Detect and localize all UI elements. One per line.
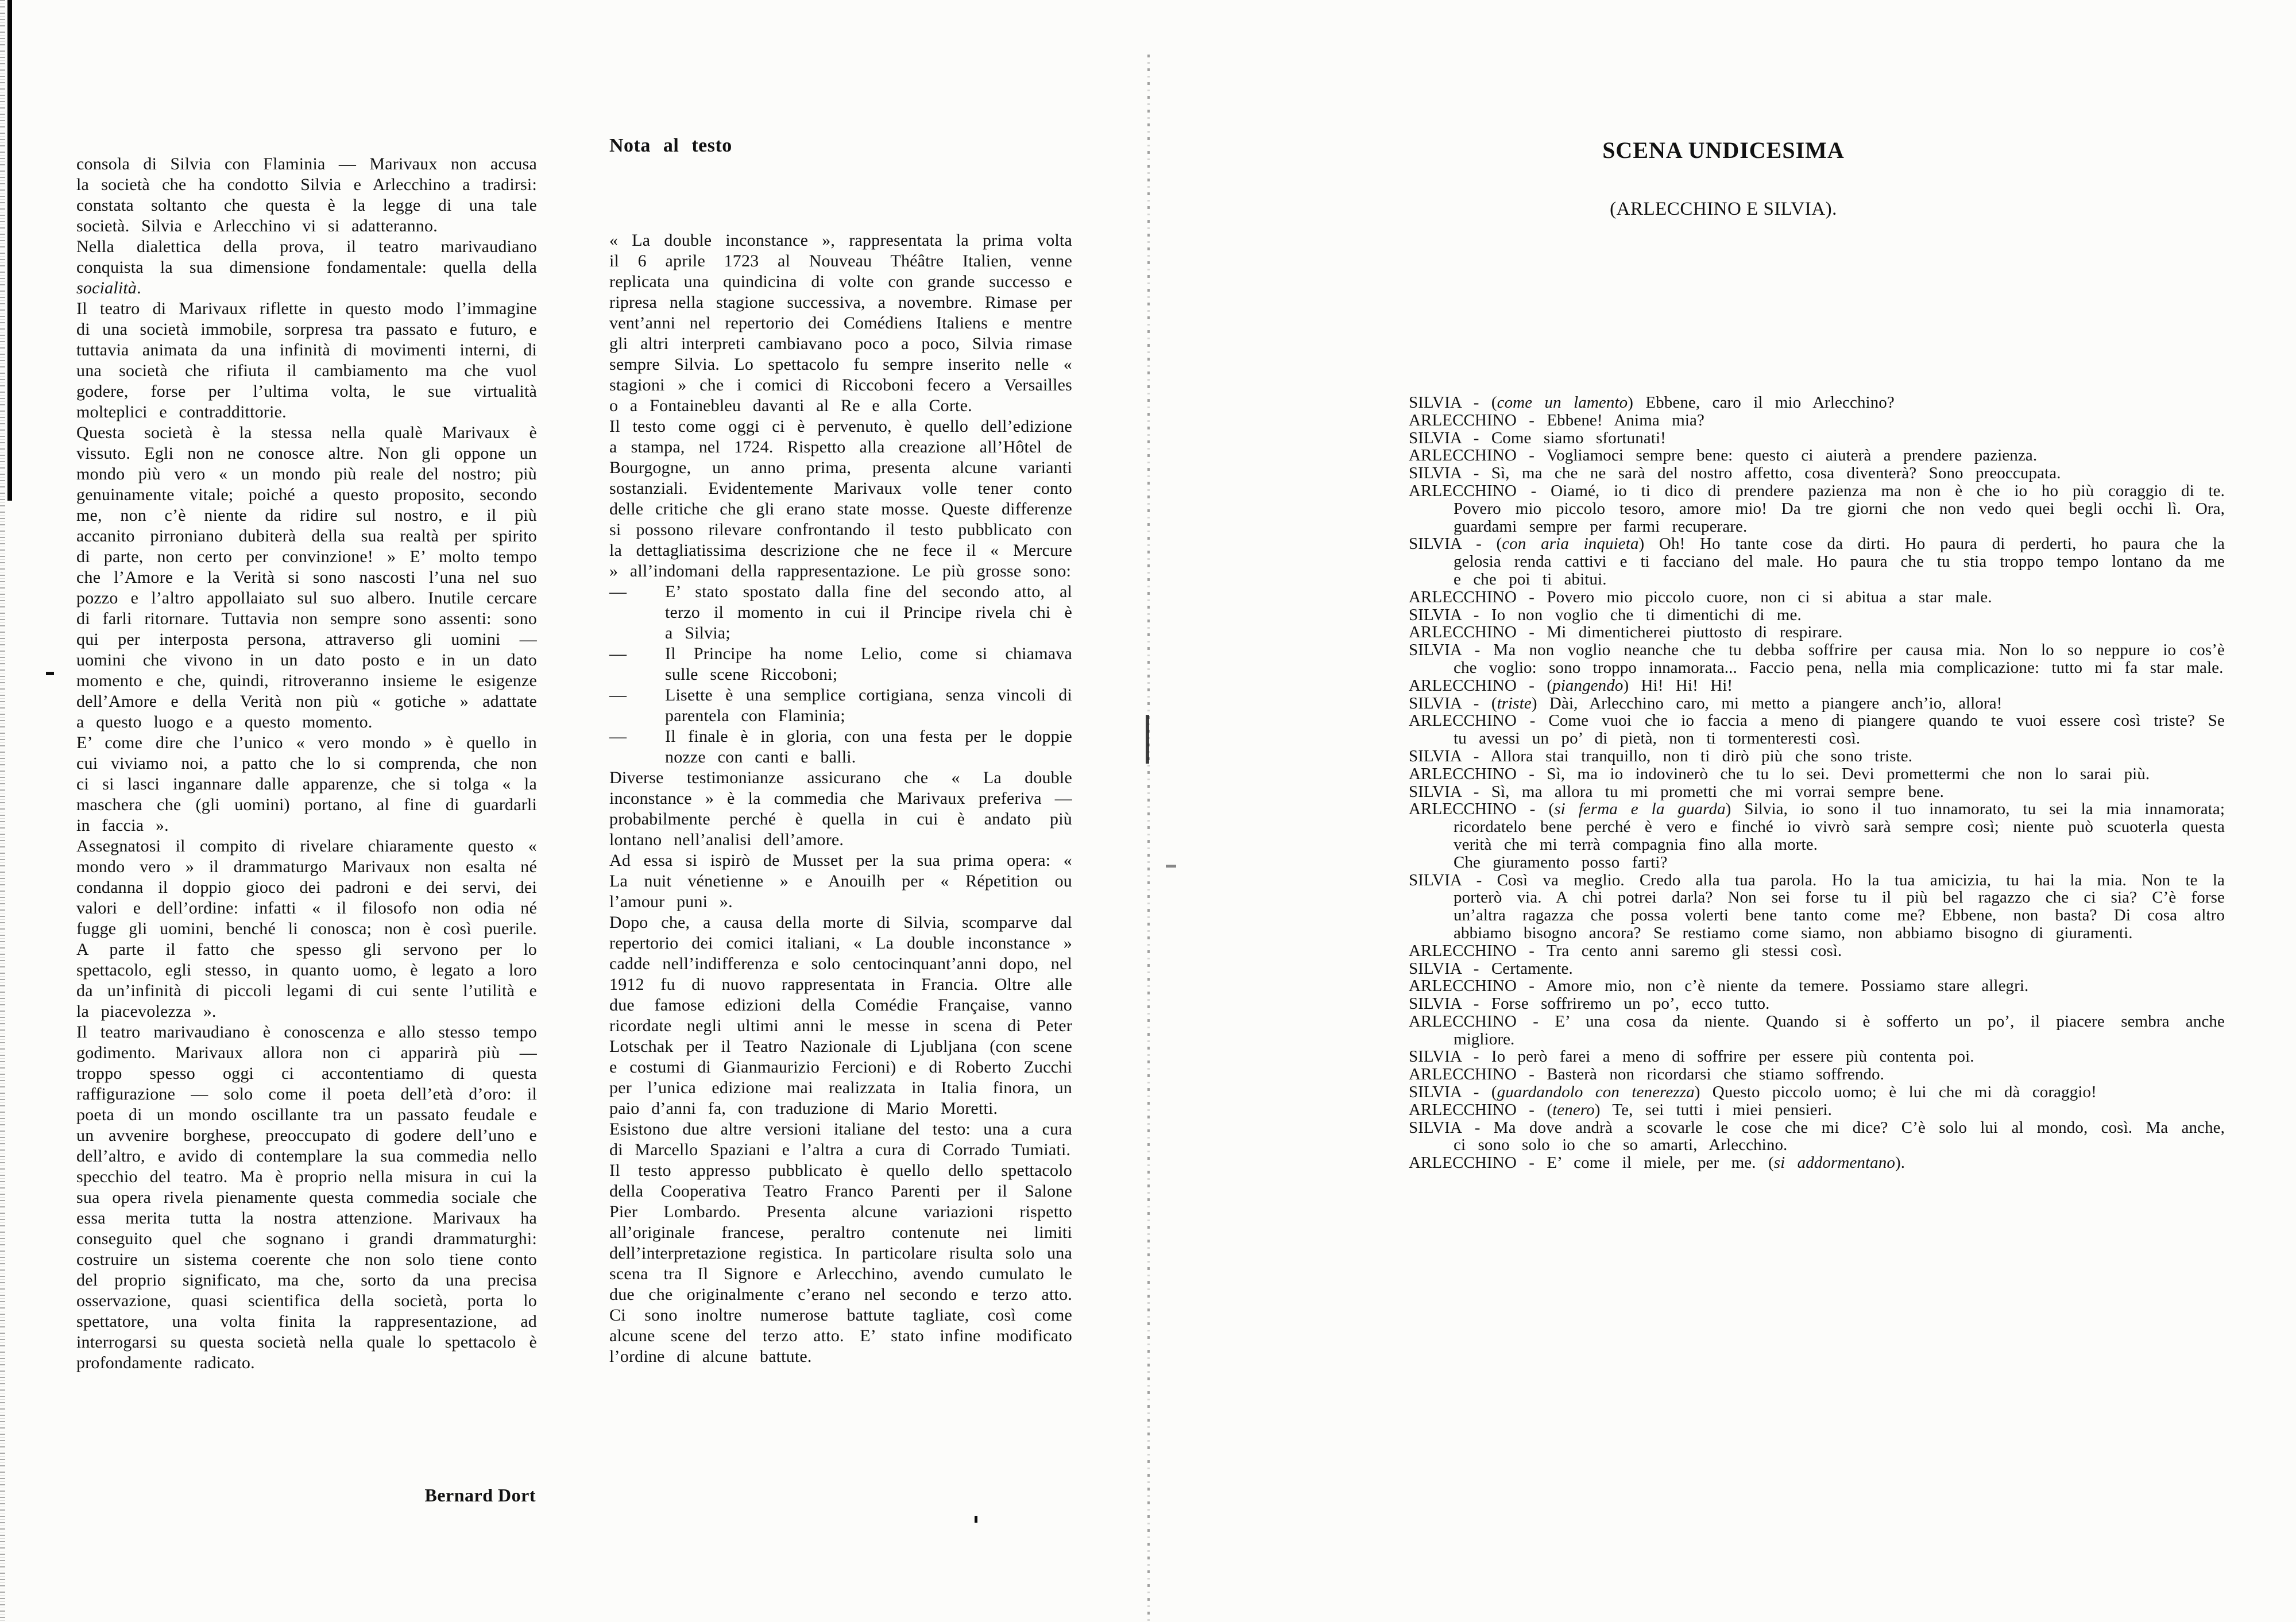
speaker-name: ARLECCHINO xyxy=(1409,587,1517,606)
dialogue-speech: SILVIA - Ma dove andrà a scovarle le cose che mi dice? C’è solo lui al mondo, così. Ma anche, ci sono solo io che so amarti, Arlecchino. xyxy=(1409,1118,2225,1155)
dialogue-speech: SILVIA - (come un lamento) Ebbene, caro il mio Arlecchino? xyxy=(1409,393,1895,412)
speaker-name: SILVIA xyxy=(1409,1118,1462,1137)
essay-column xyxy=(76,154,537,1373)
speaker-name: ARLECCHINO xyxy=(1409,1012,1517,1031)
essay-paragraph: Il teatro di Marivaux riflette in questo modo l’immagine di una società immobile, sorpresa tra passato e futuro, e tuttavia animata da una infinità di movimenti interni, di una società che rifiuta il cambiamento ma che vuol godere, forse per l’ultima volta, le sue virtualità molteplici e contraddittorie. xyxy=(76,299,537,421)
essay-paragraph: consola di Silvia con Flaminia — Marivaux non accusa la società che ha condotto Silvia e Arlecchino a tradirsi: constata soltanto che questa è la legge di una tale società. Silvia e Arlecchino vi si adatteranno. xyxy=(76,154,537,235)
speaker-name: SILVIA xyxy=(1409,393,1462,412)
speaker-name: ARLECCHINO xyxy=(1409,481,1517,500)
dialogue-speech: SILVIA - (guardandolo con tenerezza) Questo piccolo uomo; è lui che mi dà coraggio! xyxy=(1409,1083,2097,1102)
dialogue-speech-continuation: Che giuramento posso farti? xyxy=(1454,853,1668,872)
dialogue-speech: ARLECCHINO - Oiamé, io ti dico di prendere pazienza ma non è che io ho più coraggio di te. Povero mio piccolo tesoro, amore mio! Da tre giorni che non vedo quei begli occhi lì. Ora, guardami sempre per farmi recuperare. xyxy=(1409,481,2225,536)
speaker-name: SILVIA xyxy=(1409,746,1462,765)
dialogue-speech: ARLECCHINO - Povero mio piccolo cuore, non ci si abitua a star male. xyxy=(1409,587,1992,606)
nota-paragraph: Ad essa si ispirò de Musset per la sua prima opera: « La nuit vénetienne » e Anouilh per « Répetition ou l’amour puni ». xyxy=(609,851,1072,911)
scene-dialogue xyxy=(1409,394,2225,1172)
dialogue-speech: ARLECCHINO - Basterà non ricordarsi che stiamo soffrendo. xyxy=(1409,1065,1884,1084)
speaker-name: ARLECCHINO xyxy=(1409,623,1517,642)
nota-paragraph: Diverse testimonianze assicurano che « La double inconstance » è la commedia che Marivaux preferiva — probabilmente perché è quella in cui è andato più lontano nell’analisi dell’amore. xyxy=(609,768,1072,849)
speaker-name: ARLECCHINO xyxy=(1409,411,1517,429)
nota-list-item: — Il finale è in gloria, con una festa per le doppie nozze con canti e balli. xyxy=(609,727,1072,767)
nota-al-testo-body xyxy=(609,230,1072,1367)
speaker-name: ARLECCHINO xyxy=(1409,711,1517,730)
dialogue-speech: SILVIA - Allora stai tranquillo, non ti dirò più che sono triste. xyxy=(1409,746,1913,765)
scene-title: SCENA UNDICESIMA xyxy=(1602,137,1845,163)
speaker-name: ARLECCHINO xyxy=(1409,1065,1517,1084)
dialogue-speech: ARLECCHINO - Mi dimenticherei piuttosto di respirare. xyxy=(1409,623,1843,642)
dialogue-speech: SILVIA - Così va meglio. Credo alla tua parola. Ho la tua amicizia, tu hai la mia. Non te la porterò via. A chi potrei darla? Non sei forse tu il più bel ragazzo che ci sia? C’è forse un’altra ragazza che possa volerti bene tanto come me? Ebbene, non basta? Di cosa altro abbiamo bisogno ancora? Se restiamo come siamo, non abbiamo bisogno di giuramenti. xyxy=(1409,870,2225,942)
speaker-name: SILVIA xyxy=(1409,782,1462,801)
dialogue-speech: ARLECCHINO - (piangendo) Hi! Hi! Hi! xyxy=(1409,676,1733,695)
speaker-name: SILVIA xyxy=(1409,605,1462,624)
scene-subtitle: (ARLECCHINO E SILVIA). xyxy=(1610,199,1837,219)
list-dash: — xyxy=(609,727,627,746)
page-fold-dark-segment xyxy=(1146,715,1149,764)
essay-paragraph: E’ come dire che l’unico « vero mondo » è quello in cui viviamo noi, a patto che lo si comprenda, che non ci si lasci ingannare dalle apparenze, che si tolga « la maschera che (gli uomini) portano, al fine di guardarli in faccia ». xyxy=(76,733,537,835)
essay-paragraph: Il teatro marivaudiano è conoscenza e allo stesso tempo godimento. Marivaux allora non ci apparirà più — troppo spesso oggi ci accontentiamo di questa raffigurazione — solo come il poeta dell’età d’oro: il poeta di un mondo oscillante tra un passato feudale e un avvenire borghese, preoccupato di godere dell’uno e dell’altro, e avido di contemplare la sua commedia nello specchio del teatro. Ma è proprio nella misura in cui la sua opera rivela pienamente questa commedia sociale che essa merita tutta la nostra attenzione. Marivaux ha conseguito quel che sognano i grandi drammaturghi: costruire un sistema coerente che non solo tiene conto del proprio significato, ma che, sorto da una precisa osservazione, quasi scientifica della società, porta lo spettatore, una volta finita la rappresentazione, ad interrogarsi su questa società nella quale lo spettacolo è profondamente radicato. xyxy=(76,1023,537,1372)
dialogue-speech: SILVIA - Come siamo sfortunati! xyxy=(1409,428,1666,447)
nota-paragraph: Dopo che, a causa della morte di Silvia, scomparve dal repertorio dei comici italiani, « La double inconstance » cadde nell’indifferenza e solo centocinquant’anni dopo, nel 1912 fu di nuovo rappresentata in Francia. Oltre alle due famose edizioni della Comédie Française, vanno ricordate negli ultimi anni le messe in scena di Peter Lotschak per il Teatro Nazionale di Ljubljana (con scene e costumi di Gianmaurizio Fercioni) e di Roberto Zucchi per l’unica edizione mai realizzata in Italia finora, un paio d’anni fa, con traduzione di Mario Moretti. xyxy=(609,913,1072,1118)
nota-paragraph: Il testo appresso pubblicato è quello dello spettacolo della Cooperativa Teatro Franco Parenti per il Salone Pier Lombardo. Presenta alcune variazioni rispetto all’originale francese, peraltro contenute nei limiti dell’interpretazione registica. In particolare risulta solo una scena tra Il Signore e Arlecchino, avendo cumulato le due che originalmente c’erano nel secondo e terzo atto. Ci sono inoltre numerose battute tagliate, così come alcune scene del terzo atto. E’ stato infine modificato l’ordine di alcune battute. xyxy=(609,1161,1072,1366)
nota-al-testo-title: Nota al testo xyxy=(609,135,732,156)
dialogue-speech: ARLECCHINO - Vogliamoci sempre bene: questo ci aiuterà a prendere pazienza. xyxy=(1409,446,2038,465)
speaker-name: ARLECCHINO xyxy=(1409,977,1517,996)
dialogue-speech: SILVIA - Sì, ma che ne sarà del nostro affetto, cosa diventerà? Sono preoccupata. xyxy=(1409,464,2061,483)
dialogue-speech: ARLECCHINO - Come vuoi che io faccia a meno di piangere quando te vuoi essere così triste? Se tu avessi un po’ di pietà, non ti tormenteresti così. xyxy=(1409,711,2225,748)
nota-paragraph: Il testo come oggi ci è pervenuto, è quello dell’edizione a stampa, nel 1724. Rispetto alla creazione all’Hôtel de Bourgogne, un anno prima, presenta alcune varianti sostanziali. Evidentemente Marivaux volle tener conto delle critiche che gli erano state mosse. Queste differenze si possono rilevare confrontando il testo pubblicato con la dettagliatissima descrizione che ne fece il « Mercure » all’indomani della rappresentazione. Le più grosse sono: xyxy=(609,417,1072,580)
dialogue-speech: SILVIA - Ma non voglio neanche che tu debba soffrire per causa mia. Non lo so neppure io cos’è che voglio: sono troppo innamorata... Faccio pena, nella mia complicazione: tutto mi fa star male. xyxy=(1409,641,2225,677)
speaker-name: ARLECCHINO xyxy=(1409,676,1517,695)
dialogue-speech: ARLECCHINO - (si ferma e la guarda) Silvia, io sono il tuo innamorato, tu sei la mia innamorata; ricordatelo bene perché è vero e finché io vivrò sarà sempre così; niente può scuoterla questa verità che mi terrà compagnia fino alla morte. Che giuramento posso farti? xyxy=(1409,800,2225,872)
speaker-name: ARLECCHINO xyxy=(1409,1153,1517,1172)
nota-paragraph: « La double inconstance », rappresentata la prima volta il 6 aprile 1723 al Nouveau Théâtre Italien, venne replicata una quindicina di volte con grande successo e ripresa nella stagione successiva, a novembre. Rimase per vent’anni nel repertorio dei Comédiens Italiens e mentre gli altri interpreti cambiavano poco a poco, Silvia rimase sempre Silvia. Lo spettacolo fu sempre inserito nelle « stagioni » che i comici di Riccoboni fecero a Versailles o a Fontainebleu davanti al Re e alla Corte. xyxy=(609,231,1072,415)
speaker-name: SILVIA xyxy=(1409,994,1462,1013)
dialogue-speech: ARLECCHINO - Amore mio, non c’è niente da temere. Possiamo stare allegri. xyxy=(1409,977,2029,996)
dialogue-speech: SILVIA - Forse soffriremo un po’, ecco tutto. xyxy=(1409,994,1770,1013)
dialogue-speech: ARLECCHINO - E’ come il miele, per me. (si addormentano). xyxy=(1409,1153,1905,1172)
scan-speck xyxy=(975,1516,977,1523)
speaker-name: ARLECCHINO xyxy=(1409,800,1517,819)
scan-edge-dash xyxy=(46,672,54,675)
dialogue-speech: ARLECCHINO - Ebbene! Anima mia? xyxy=(1409,411,1704,429)
dialogue-speech: SILVIA - (con aria inquieta) Oh! Ho tante cose da dirti. Ho paura di perderti, ho paura che la gelosia renda cattivi e ti facciano del male. Ho paura che tu stia troppo tempo lontano da me e che poi ti abitui. xyxy=(1409,535,2225,589)
scan-edge-noise xyxy=(0,0,5,1622)
nota-list-item: — E’ stato spostato dalla fine del secondo atto, al terzo il momento in cui il Principe rivela chi è a Silvia; xyxy=(609,582,1072,642)
dialogue-speech: ARLECCHINO - E’ una cosa da niente. Quando si è sofferto un po’, il piacere sembra anche migliore. xyxy=(1409,1012,2225,1048)
nota-list-item: — Lisette è una semplice cortigiana, senza vincoli di parentela con Flaminia; xyxy=(609,686,1072,725)
speaker-name: SILVIA xyxy=(1409,870,1462,889)
nota-al-testo-column xyxy=(609,134,1072,1367)
essay-author-signature: Bernard Dort xyxy=(424,1485,536,1505)
dialogue-speech: SILVIA - Certamente. xyxy=(1409,959,1573,978)
dialogue-speech: SILVIA - Io non voglio che ti dimentichi di me. xyxy=(1409,605,1802,624)
speaker-name: ARLECCHINO xyxy=(1409,941,1517,960)
dialogue-speech: ARLECCHINO - Tra cento anni saremo gli stessi così. xyxy=(1409,941,1842,960)
essay-paragraph: Questa società è la stessa nella qualè Marivaux è vissuto. Egli non ne conosce altre. Non gli oppone un mondo più vero « un mondo più reale del nostro; più genuinamente vitale; poiché a questo proposito, secondo me, non c’è niente da ridire sul nostro, e il più accanito pirroniano dubiterà della sua realtà per spirito di parte, non certo per convinzione! » E’ molto tempo che l’Amore e la Verità si sono nascosti l’una nel suo pozzo e l’altro appollaiato sul suo albero. Inutile cercare di farli ritornare. Tuttavia non sempre sono assenti: sono qui per interposta persona, attraverso gli uomini — uomini che vivono in un dato posto e in un dato momento e che, quindi, ritroveranno insieme le esigenze dell’Amore e della Verità non più « gotiche » adattate a questo luogo e a questo momento. xyxy=(76,423,537,731)
speaker-name: SILVIA xyxy=(1409,464,1462,483)
speaker-name: SILVIA xyxy=(1409,428,1462,447)
dialogue-speech: SILVIA - Io però farei a meno di soffrire per essere più contenta poi. xyxy=(1409,1047,1974,1066)
dialogue-speech: ARLECCHINO - Sì, ma io indovinerò che tu lo sei. Devi promettermi che non lo sarai più. xyxy=(1409,764,2150,783)
page-fold-line xyxy=(1147,55,1150,1622)
page-fold-tick xyxy=(1166,865,1176,868)
speaker-name: ARLECCHINO xyxy=(1409,764,1517,783)
speaker-name: ARLECCHINO xyxy=(1409,446,1517,465)
speaker-name: SILVIA xyxy=(1409,959,1462,978)
list-dash: — xyxy=(609,644,627,663)
essay-paragraph: Assegnatosi il compito di rivelare chiaramente questo « mondo vero » il drammaturgo Marivaux non esalta né condanna il doppio gioco dei padroni e dei servi, dei valori e dell’ordine: infatti « il filosofo non odia né fugge gli uomini, benché li conosca; non è così puerile. A parte il fatto che spesso gli servono per lo spettacolo, egli stesso, in quanto uomo, è legato a loro da un’infinità di piccoli legami di cui sente l’utilità e la piacevolezza ». xyxy=(76,837,537,1021)
speaker-name: SILVIA xyxy=(1409,535,1462,553)
list-dash: — xyxy=(609,582,627,601)
scan-edge-black-bar xyxy=(7,0,12,501)
dialogue-speech: SILVIA - Sì, ma allora tu mi prometti che mi vorrai sempre bene. xyxy=(1409,782,1944,801)
dialogue-speech: SILVIA - (triste) Dài, Arlecchino caro, mi metto a piangere anch’io, allora! xyxy=(1409,694,2003,713)
essay-paragraph: Nella dialettica della prova, il teatro marivaudiano conquista la sua dimensione fondamentale: quella della socialità. xyxy=(76,237,537,297)
nota-list-item: — Il Principe ha nome Lelio, come si chiamava sulle scene Riccoboni; xyxy=(609,644,1072,684)
speaker-name: SILVIA xyxy=(1409,641,1462,660)
speaker-name: ARLECCHINO xyxy=(1409,1100,1517,1119)
speaker-name: SILVIA xyxy=(1409,1083,1462,1102)
nota-paragraph: Esistono due altre versioni italiane del testo: una a cura di Marcello Spaziani e l’altra a cura di Corrado Tumiati. xyxy=(609,1120,1072,1159)
speaker-name: SILVIA xyxy=(1409,1047,1462,1066)
dialogue-speech: ARLECCHINO - (tenero) Te, sei tutti i miei pensieri. xyxy=(1409,1100,1832,1119)
speaker-name: SILVIA xyxy=(1409,694,1462,713)
list-dash: — xyxy=(609,686,627,704)
